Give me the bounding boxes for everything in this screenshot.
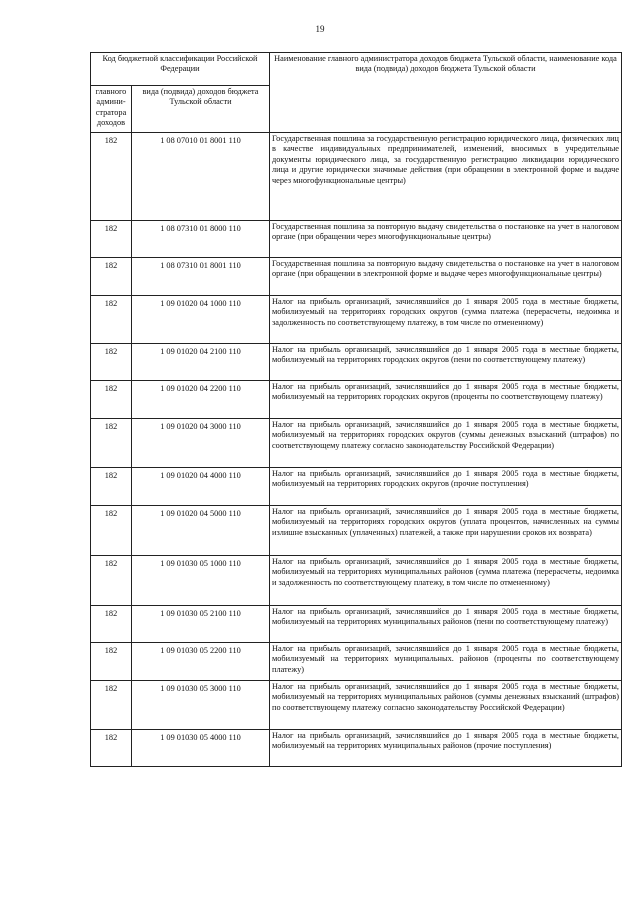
admin-code-cell: 182 [91,506,132,556]
income-code-cell: 1 09 01020 04 4000 110 [132,468,270,506]
description-cell: Налог на прибыль организаций, зачислявшийся до 1 января 2005 года в местные бюджеты, мобилизуемый на территориях городских округов (суммы денежных взысканий (штрафов) по соответствующему платежу согласно законодательству Российской Федерации) [270,419,622,468]
income-code-cell: 1 09 01020 04 3000 110 [132,419,270,468]
table-row [91,419,622,468]
income-code-column-header: вида (подвида) доходов бюджета Тульской области [132,86,270,133]
description-cell: Налог на прибыль организаций, зачислявшийся до 1 января 2005 года в местные бюджеты, мобилизуемый на территориях городских округов (пени по соответствующему платежу) [270,344,622,381]
admin-code-cell: 182 [91,344,132,381]
table-header [91,53,622,133]
admin-code-cell: 182 [91,643,132,681]
kbk-group-header: Код бюджетной классификации Российской Федерации [91,53,270,86]
table-row [91,506,622,556]
description-cell: Налог на прибыль организаций, зачислявшийся до 1 января 2005 года в местные бюджеты, мобилизуемый на территориях городских округов (сумма платежа (перерасчеты, недоимка и задолженность по соответствующему платежу, в том числе по отмененному) [270,296,622,344]
name-column-header: Наименование главного администратора доходов бюджета Тульской области, наименование кода вида (подвида) доходов бюджета Тульской области [270,53,622,133]
admin-code-cell: 182 [91,468,132,506]
page-number: 19 [315,24,325,34]
income-code-cell: 1 09 01030 05 4000 110 [132,730,270,767]
admin-code-cell: 182 [91,296,132,344]
income-code-cell: 1 09 01030 05 2200 110 [132,643,270,681]
admin-code-cell: 182 [91,221,132,258]
table-row [91,381,622,419]
description-cell: Государственная пошлина за повторную выдачу свидетельства о постановке на учет в налоговом органе (при обращении через многофункциональные центры) [270,221,622,258]
table-row [91,681,622,730]
table-row [91,643,622,681]
description-cell: Налог на прибыль организаций, зачислявшийся до 1 января 2005 года в местные бюджеты, мобилизуемый на территориях муниципальных районов (прочие поступления) [270,730,622,767]
admin-code-cell: 182 [91,730,132,767]
table-row [91,344,622,381]
admin-code-cell: 182 [91,258,132,296]
income-code-cell: 1 09 01020 04 2200 110 [132,381,270,419]
income-code-cell: 1 09 01030 05 1000 110 [132,556,270,606]
description-cell: Государственная пошлина за государственную регистрацию юридического лица, физических лиц в качестве индивидуальных предпринимателей, изменений, вносимых в учредительные документы юридического лица, за государственную регистрацию ликвидации юридического лица и другие юридически значимые действия (при обращении в электронной форме и выдаче через многофункциональные центры) [270,133,622,221]
income-code-cell: 1 09 01020 04 1000 110 [132,296,270,344]
table-row [91,606,622,643]
table-body [91,133,622,767]
table-row [91,468,622,506]
admin-code-cell: 182 [91,381,132,419]
table-row [91,133,622,221]
table-row [91,296,622,344]
budget-code-table [90,52,622,767]
income-code-cell: 1 08 07310 01 8000 110 [132,221,270,258]
admin-code-cell: 182 [91,606,132,643]
description-cell: Налог на прибыль организаций, зачислявшийся до 1 января 2005 года в местные бюджеты, мобилизуемый на территориях городских округов (уплата процентов, начисленных на суммы излишне взысканных (уплаченных) платежей, а также при нарушении сроков их возврата) [270,506,622,556]
table-row [91,556,622,606]
income-code-cell: 1 09 01020 04 5000 110 [132,506,270,556]
income-code-cell: 1 09 01020 04 2100 110 [132,344,270,381]
description-cell: Налог на прибыль организаций, зачислявшийся до 1 января 2005 года в местные бюджеты, мобилизуемый на территориях муниципальных районов (сумма платежа (перерасчеты, недоимка и задолженность по соответствующему платежу, в том числе по отмененному) [270,556,622,606]
admin-code-cell: 182 [91,681,132,730]
description-cell: Государственная пошлина за повторную выдачу свидетельства о постановке на учет в налоговом органе (при обращении в электронной форме и выдаче через многофункциональные центры) [270,258,622,296]
income-code-cell: 1 08 07010 01 8001 110 [132,133,270,221]
description-cell: Налог на прибыль организаций, зачислявшийся до 1 января 2005 года в местные бюджеты, мобилизуемый на территориях муниципальных районов (суммы денежных взысканий (штрафов) по соответствующему платежу согласно законодательству Российской Федерации) [270,681,622,730]
income-code-cell: 1 09 01030 05 3000 110 [132,681,270,730]
description-cell: Налог на прибыль организаций, зачислявшийся до 1 января 2005 года в местные бюджеты, мобилизуемый на территориях городских округов (проценты по соответствующему платежу) [270,381,622,419]
table-row [91,221,622,258]
income-code-cell: 1 08 07310 01 8001 110 [132,258,270,296]
income-code-cell: 1 09 01030 05 2100 110 [132,606,270,643]
admin-code-cell: 182 [91,556,132,606]
admin-code-cell: 182 [91,133,132,221]
description-cell: Налог на прибыль организаций, зачислявшийся до 1 января 2005 года в местные бюджеты, мобилизуемый на территориях муниципальных. районов (проценты по соответствующему платежу) [270,643,622,681]
table-row [91,258,622,296]
table-row [91,730,622,767]
description-cell: Налог на прибыль организаций, зачислявшийся до 1 января 2005 года в местные бюджеты, мобилизуемый на территориях муниципальных районов (пени по соответствующему платежу) [270,606,622,643]
admin-column-header: главного админи-стратора доходов [91,86,132,133]
admin-code-cell: 182 [91,419,132,468]
description-cell: Налог на прибыль организаций, зачислявшийся до 1 января 2005 года в местные бюджеты, мобилизуемый на территориях городских округов (прочие поступления) [270,468,622,506]
